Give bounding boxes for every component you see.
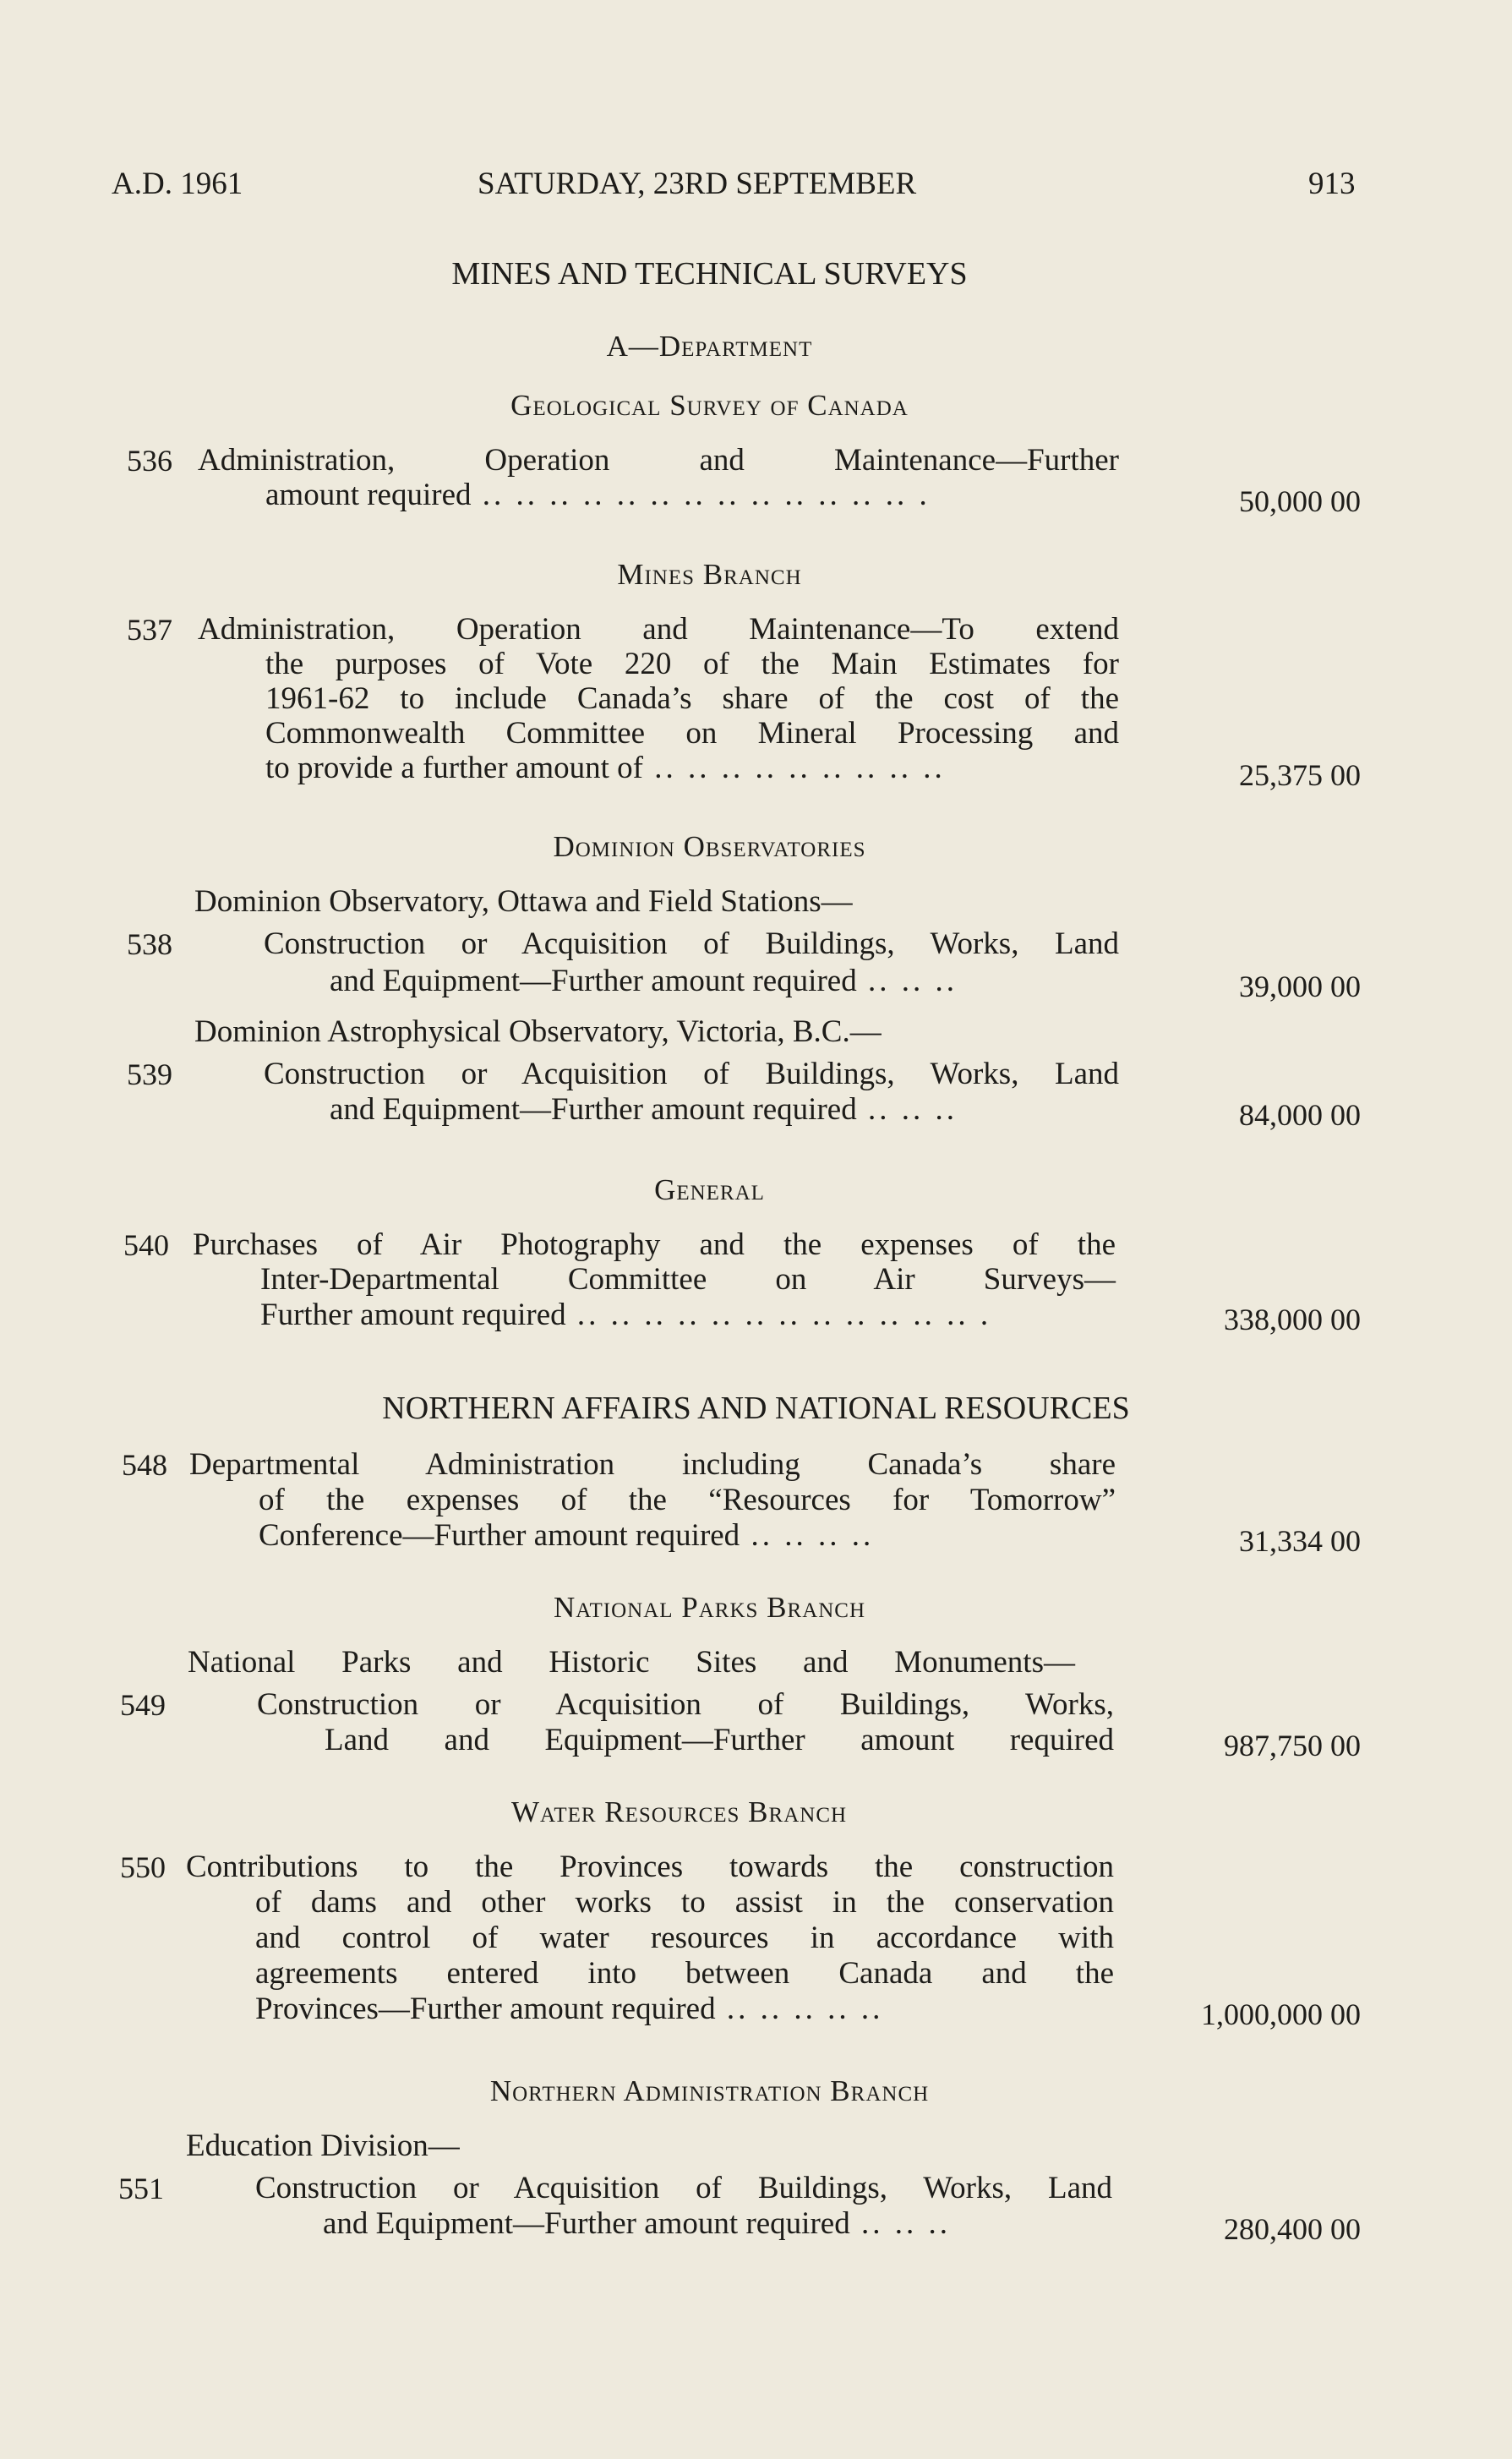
heading-national-parks-branch: National Parks Branch [553,1591,866,1624]
vote-537-amount: 25,375 00 [1239,758,1361,792]
heading-a-department: A—Department [606,330,813,363]
vote-537-line2: the purposes of Vote 220 of the Main Estimates for [265,647,1119,681]
vote-540-line3: Further amount required .. .. .. .. .. .. .. .. .. .. .. .. . [260,1298,992,1332]
vote-538-line2: and Equipment—Further amount required .. .. .. [330,964,958,998]
section-title-northern-affairs: NORTHERN AFFAIRS AND NATIONAL RESOURCES [382,1391,1130,1426]
heading-ottawa-observatory: Dominion Observatory, Ottawa and Field Stations— [194,884,853,919]
vote-number-548: 548 [122,1448,167,1482]
vote-539-line2: and Equipment—Further amount required .. .. .. [330,1092,958,1127]
vote-536-amount: 50,000 00 [1239,484,1361,518]
vote-number-537: 537 [127,613,172,647]
vote-548-line2: of the expenses of the “Resources for Tomorrow” [259,1483,1116,1517]
vote-540-line1: Purchases of Air Photography and the expenses of the [193,1227,1116,1262]
dot-leader: .. .. .. .. [740,1518,875,1553]
vote-550-line4: agreements entered into between Canada and the [255,1956,1114,1991]
dot-leader: .. .. .. [856,1092,958,1127]
vote-537-line1: Administration, Operation and Maintenance—To extend [198,612,1119,647]
vote-549-amount: 987,750 00 [1224,1729,1361,1762]
heading-national-parks-sites: National Parks and Historic Sites and Monuments— [188,1645,1075,1680]
heading-northern-administration-branch: Northern Administration Branch [489,2074,930,2107]
heading-education-division: Education Division— [186,2128,460,2163]
dot-leader: .. .. .. [849,2206,951,2241]
vote-537-line3: 1961-62 to include Canada’s share of the cost of the [265,681,1119,716]
heading-geological-survey: Geological Survey of Canada [510,389,909,422]
vote-551-line2: and Equipment—Further amount required .. .. .. [323,2206,951,2241]
vote-number-540: 540 [123,1228,169,1262]
vote-548-amount: 31,334 00 [1239,1524,1361,1558]
dot-leader: .. .. .. .. .. [715,1992,884,2026]
vote-538-line1: Construction or Acquisition of Buildings, Works, Land [264,926,1119,961]
dot-leader: .. .. .. .. .. .. .. .. .. [642,751,946,785]
heading-water-resources-branch: Water Resources Branch [511,1795,848,1828]
vote-549-line1: Construction or Acquisition of Buildings, Works, [257,1687,1114,1722]
vote-number-551: 551 [118,2172,164,2205]
header-year: A.D. 1961 [112,167,243,201]
vote-539-line1: Construction or Acquisition of Buildings, Works, Land [264,1057,1119,1091]
vote-551-line1: Construction or Acquisition of Buildings, Works, Land [255,2171,1112,2205]
vote-number-549: 549 [120,1688,166,1722]
vote-551-amount: 280,400 00 [1224,2212,1361,2246]
vote-number-539: 539 [127,1057,172,1091]
vote-540-line2: Inter-Departmental Committee on Air Surveys— [260,1262,1116,1297]
section-title-mines: MINES AND TECHNICAL SURVEYS [451,256,968,292]
vote-number-538: 538 [127,927,172,961]
heading-general: General [654,1173,765,1206]
vote-548-line1: Departmental Administration including Canada’s share [189,1447,1116,1482]
vote-550-line1: Contributions to the Provinces towards the construction [186,1850,1114,1884]
vote-536-line1: Administration, Operation and Maintenance—Further [198,443,1119,478]
vote-549-line2: Land and Equipment—Further amount required [325,1723,1114,1757]
vote-550-line5: Provinces—Further amount required .. .. .. .. .. [255,1992,884,2026]
vote-550-line2: of dams and other works to assist in the conservation [255,1885,1114,1920]
heading-dominion-observatories: Dominion Observatories [553,830,866,863]
dot-leader: .. .. .. [856,964,958,998]
header-date: SATURDAY, 23RD SEPTEMBER [478,167,917,201]
vote-550-amount: 1,000,000 00 [1201,1997,1361,2031]
vote-536-line2: amount required .. .. .. .. .. .. .. .. .. .. .. .. .. . [265,478,931,512]
heading-mines-branch: Mines Branch [617,558,802,591]
vote-539-amount: 84,000 00 [1239,1098,1361,1132]
vote-number-550: 550 [120,1850,166,1884]
heading-victoria-observatory: Dominion Astrophysical Observatory, Victoria, B.C.— [194,1014,882,1049]
vote-550-line3: and control of water resources in accordance with [255,1921,1114,1955]
vote-540-amount: 338,000 00 [1224,1303,1361,1336]
vote-538-amount: 39,000 00 [1239,970,1361,1003]
vote-537-line5: to provide a further amount of .. .. .. .. .. .. .. .. .. [265,751,946,785]
dot-leader: .. .. .. .. .. .. .. .. .. .. .. .. .. . [471,478,931,512]
page-number: 913 [1308,167,1356,201]
vote-548-line3: Conference—Further amount required .. .. .. .. [259,1518,875,1553]
dot-leader: .. .. .. .. .. .. .. .. .. .. .. .. . [565,1298,992,1332]
vote-537-line4: Commonwealth Committee on Mineral Processing and [265,716,1119,751]
vote-number-536: 536 [127,444,172,478]
